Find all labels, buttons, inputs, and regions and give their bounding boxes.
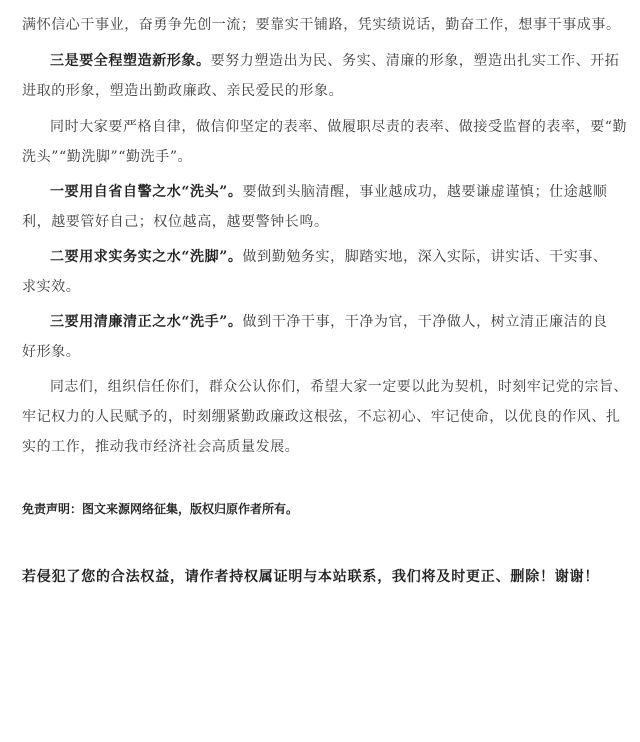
paragraph-wash-head-line-1 <box>50 183 608 201</box>
paragraph-closing-line-2: 牢记权力的人民赋予的，时刻绷紧勤政廉政这根弦，不忘初心、牢记使命，以优良的作风、扎 <box>22 409 621 425</box>
paragraph-wash-feet-line-1 <box>50 248 608 266</box>
heading-wash-hands: 三要用清廉清正之水“洗手”。 <box>50 314 243 330</box>
paragraph-closing-line-1: 同志们，组织信任你们，群众公认你们，希望大家一定要以此为契机，时刻牢记党的宗旨、 <box>50 379 628 395</box>
text-wash-hands-rest: 做到干净干事，干净为官，干净做人，树立清正廉洁的良 <box>242 314 608 330</box>
paragraph-wash-head-line-2: 利，越要管好自己；权位越高，越要警钟长鸣。 <box>22 214 329 230</box>
paragraph-wash-hands-line-1 <box>50 313 608 331</box>
copyright-notice: 若侵犯了您的合法权益，请作者持权属证明与本站联系，我们将及时更正、删除！谢谢！ <box>22 569 600 585</box>
text-line-intro: 满怀信心干事业，奋勇争先创一流；要靠实干铺路，凭实绩说话，勤奋工作，想事干事成事。 <box>22 17 621 33</box>
paragraph-wash-feet-line-2: 求实效。 <box>22 279 81 295</box>
text-image-rest: 要努力塑造出为民、务实、清廉的形象，塑造出扎实工作、开拓 <box>210 53 620 69</box>
heading-wash-head: 一要用自省自警之水“洗头”。 <box>50 184 243 200</box>
text-wash-feet-rest: 做到勤勉务实，脚踏实地，深入实际，讲实话、干实事、 <box>242 249 608 265</box>
paragraph-image-line-1 <box>50 52 619 70</box>
paragraph-image-line-2: 进取的形象，塑造出勤政廉政、亲民爱民的形象。 <box>22 83 344 99</box>
heading-image: 三是要全程塑造新形象。 <box>50 53 211 69</box>
text-wash-head-rest: 要做到头脑清醒，事业越成功，越要谦虚谨慎；仕途越顺 <box>242 184 608 200</box>
paragraph-discipline-line-1: 同时大家要严格自律，做信仰坚定的表率、做履职尽责的表率、做接受监督的表率，要“勤 <box>50 119 628 135</box>
disclaimer-text: 免责声明：图文来源网络征集，版权归原作者所有。 <box>22 502 299 516</box>
heading-wash-feet: 二要用求实务实之水“洗脚”。 <box>50 249 243 265</box>
paragraph-wash-hands-line-2: 好形象。 <box>22 344 81 360</box>
paragraph-discipline-line-2: 洗头”“勤洗脚”“勤洗手”。 <box>22 149 193 165</box>
paragraph-closing-line-3: 实的工作，推动我市经济社会高质量发展。 <box>22 439 300 455</box>
